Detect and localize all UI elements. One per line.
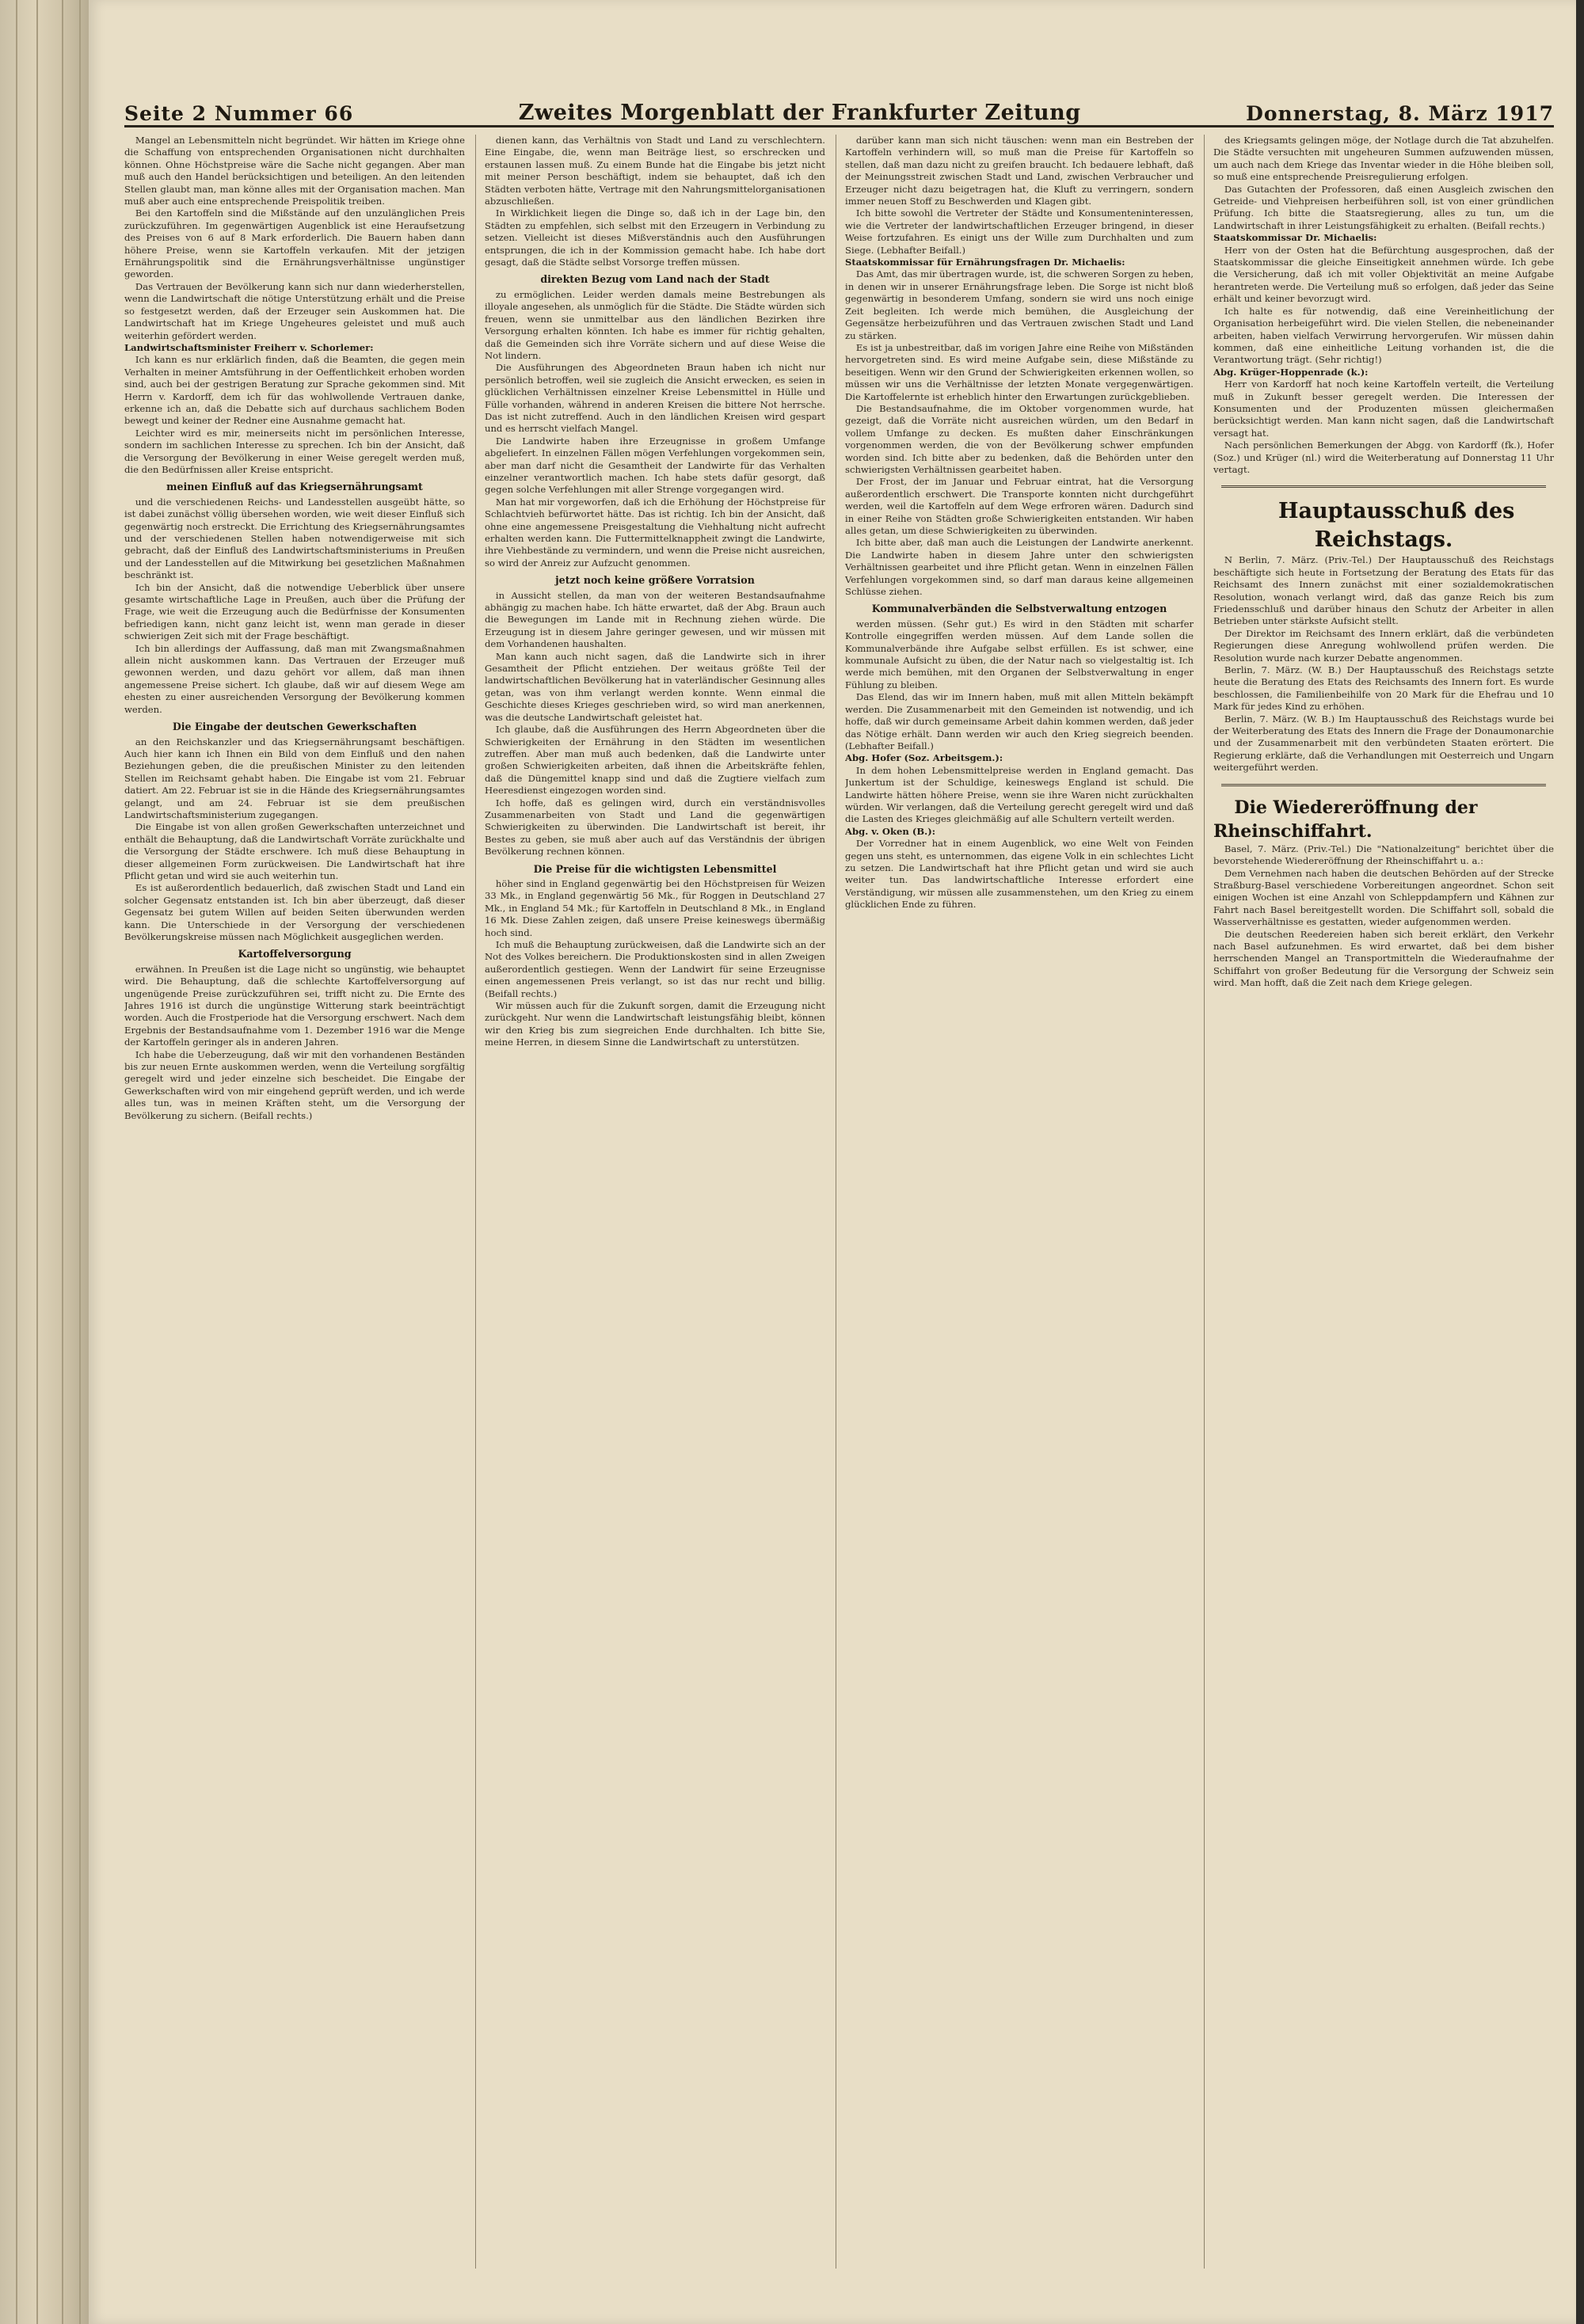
paragraph: Die Ausführungen des Abgeordneten Braun haben ich nicht nur persönlich betroffen, weil sie zugleich die Ansicht erwecken, es seien in glücklichen Verhältnissen einzelner Kreise Lebensmittel in Hülle und Fülle vorhanden, während in anderen Kreisen die bittere Not herrsche. Das ist nicht zutreffend. Auch in den ländlichen Kreisen wird gespart und es herrscht vielfach Mangel. <box>485 362 825 435</box>
page-edge <box>79 0 81 2324</box>
paragraph: in Aussicht stellen, da man von der weiteren Bestandsaufnahme abhängig zu machen habe. Ich hätte erwartet, daß der Abg. Braun auch die Bewegungen im Lande mit in Rechnung ziehen würde. Die Erzeugung ist in diesem Jahre geringer gewesen, und wir müssen mit dem Vorhandenen haushalten. <box>485 589 825 650</box>
paragraph: Ich bin der Ansicht, daß die notwendige Ueberblick über unsere gesamte wirtschaftliche Lage in Preußen, auch über die Prüfung der Frage, wie weit die Erzeugung auch die Bedürfnisse der Konsumenten befriedigen kann, nicht ganz leicht ist, wenn man gerade in dieser schwierigen Zeit sich mit der Frage beschäftigt. <box>124 581 465 642</box>
paragraph: Man hat mir vorgeworfen, daß ich die Erhöhung der Höchstpreise für Schlachtvieh befürwortet hätte. Das ist richtig. Ich bin der Ansicht, daß ohne eine angemessene Preisgestaltung die Viehhaltung nicht aufrecht erhalten werden kann. Die Futtermittelknappheit zwingt die Landwirte, ihre Viehbestände zu vermindern, und wenn die Preise nicht ausreichen, so wird der Anreiz zur Aufzucht genommen. <box>485 496 825 569</box>
paragraph: Ich muß die Behauptung zurückweisen, daß die Landwirte sich an der Not des Volkes bereichern. Die Produktionskosten sind in allen Zweigen außerordentlich gestiegen. Wenn der Landwirt für seine Erzeugnisse einen angemessenen Preis verlangt, so ist das nur recht und billig. (Beifall rechts.) <box>485 939 825 999</box>
speaker-line: Abg. Hofer (Soz. Arbeitsgem.): <box>845 752 1003 764</box>
paragraph: Ich bitte sowohl die Vertreter der Städte und Konsumenteninteressen, wie die Vertreter der landwirtschaftlichen Erzeuger bringend, in dieser Weise fortzufahren. Es einigt uns der Wille zum Durchhalten und zum Siege. (Lebhafter Beifall.) <box>845 207 1194 256</box>
paragraph: In Wirklichkeit liegen die Dinge so, daß ich in der Lage bin, den Städten zu empfehlen, sich selbst mit den Erzeugern in Verbindung zu setzen. Vielleicht ist dieses Mißverständnis auch den Ausführungen entsprungen, die ich in der Kommission gemacht habe. Ich habe dort gesagt, daß die Städte selbst Vorsorge treffen müssen. <box>485 207 825 268</box>
paragraph: Ich hoffe, daß es gelingen wird, durch ein verständnisvolles Zusammenarbeiten von Stadt und Land die gegenwärtigen Schwierigkeiten zu überwinden. Die Landwirtschaft ist bereit, ihr Bestes zu geben, sie muß aber auch auf das Verständnis der übrigen Bevölkerung rechnen können. <box>485 797 825 858</box>
text-column-1 <box>124 135 465 2273</box>
paragraph: Ich bitte aber, daß man auch die Leistungen der Landwirte anerkennt. Die Landwirte haben in diesem Jahre unter den schwierigsten Verhältnissen gearbeitet und ihre Pflicht getan. Wenn in einzelnen Fällen Verfehlungen vorgekommen sind, so darf man daraus keine allgemeinen Schlüsse ziehen. <box>845 537 1194 598</box>
paragraph: Mangel an Lebensmitteln nicht begründet. Wir hätten im Kriege ohne die Schaffung von entsprechenden Organisationen nicht durchhalten können. Ohne Höchstpreise wäre die Sache nicht gegangen. Aber man muß auch den Handel berücksichtigen und beteiligen. An den leitenden Stellen glaubt man, man könne alles mit der Organisation machen. Man muß aber auch eine entsprechende Preispolitik treiben. <box>124 135 465 207</box>
paragraph: In dem hohen Lebensmittelpreise werden in England gemacht. Das Junkertum ist der Schuldige, keineswegs England ist schuld. Die Landwirte hätten höhere Preise, wenn sie ihre Waren nicht zurückhalten würden. Wir verlangen, daß die Verteilung gerecht geregelt wird und daß die Lasten des Krieges gleichmäßig auf alle Schultern verteilt werden. <box>845 764 1194 825</box>
article-headline: Die Wiedereröffnung der Rheinschiffahrt. <box>1213 797 1478 842</box>
paragraph: Bei den Kartoffeln sind die Mißstände auf den unzulänglichen Preis zurückzuführen. Im gegenwärtigen Augenblick ist eine Heraufsetzung des Preises von 6 auf 8 Mark erforderlich. Die Bauern haben dann höhere Preise, wenn sie Kartoffeln verkaufen. Mit der jetzigen Ernährungspolitik sind die Ernährungsverhältnisse ungünstiger geworden. <box>124 207 465 280</box>
scan-border <box>1576 0 1584 2324</box>
paragraph: Herr von der Osten hat die Befürchtung ausgesprochen, daß der Staatskommissar die gleiche Einseitigkeit annehmen würde. Ich gebe die Versicherung, daß ich mit voller Objektivität an meine Aufgabe herantreten werde. Die Verteilung muß so erfolgen, daß jeder das Seine erhält und keiner bevorzugt wird. <box>1213 244 1554 305</box>
paragraph: Die Landwirte haben ihre Erzeugnisse in großem Umfange abgeliefert. In einzelnen Fällen mögen Verfehlungen vorgekommen sein, aber man darf nicht die Gesamtheit der Landwirte für das Verhalten einzelner verantwortlich machen. Ich habe stets dafür gesorgt, daß gegen solche Verfehlungen mit aller Strenge vorgegangen wird. <box>485 435 825 496</box>
paragraph: des Kriegsamts gelingen möge, der Notlage durch die Tat abzuhelfen. Die Städte versuchten mit ungeheuren Summen aufzuwenden müssen, um auch nach dem Kriege das Inventar wieder in die Höhe bleiben soll, so muß eine entsprechende Preisregulierung erfolgen. <box>1213 135 1554 183</box>
paragraph: Ich kann es nur erklärlich finden, daß die Beamten, die gegen mein Verhalten in meiner Amtsführung in der Oeffentlichkeit erhoben worden sind, auch bei der gestrigen Beratung zur Sprache gekommen sind. Mit Herrn v. Kardorff, dem ich für das wohlwollende Vertrauen danke, erkenne ich an, daß die Debatte sich auf durchaus sachlichem Boden bewegt und keiner der Redner eine Ausnahme gemacht hat. <box>124 354 465 427</box>
masthead-title: Zweites Morgenblatt der Frankfurter Zeitung <box>518 101 1081 125</box>
paragraph: Der Frost, der im Januar und Februar eintrat, hat die Versorgung außerordentlich erschwert. Die Transporte konnten nicht durchgeführt werden, weil die Kartoffeln auf dem Wege erfroren wären. Dadurch sind in einer Reihe von Städten große Schwierigkeiten entstanden. Wir haben alles getan, um diese Schwierigkeiten zu überwinden. <box>845 476 1194 536</box>
paragraph: darüber kann man sich nicht täuschen: wenn man ein Bestreben der Kartoffeln verhindern will, so muß man die Preise für Kartoffeln so stellen, daß man dazu nicht zu greifen braucht. Ich bedauere lebhaft, daß der Meinungsstreit zwischen Stadt und Land, zwischen Verbraucher und Erzeuger nicht dazu beigetragen hat, die Kluft zu verringern, sondern immer neuen Stoff zu Beschwerden und Klagen gibt. <box>845 135 1194 207</box>
paragraph: Die Bestandsaufnahme, die im Oktober vorgenommen wurde, hat gezeigt, daß die Vorräte nicht ausreichen würden, um den Bedarf in vollem Umfange zu decken. Es mußten daher Einschränkungen vorgenommen werden, die von der Bevölkerung schwer empfunden worden sind. Ich bitte aber zu bedenken, daß die Behörden unter den schwierigsten Verhältnissen gearbeitet haben. <box>845 402 1194 475</box>
paragraph: Es ist ja unbestreitbar, daß im vorigen Jahre eine Reihe von Mißständen hervorgetreten sind. Es wird meine Aufgabe sein, diese Mißstände zu beseitigen. Wenn wir den Grund der Schwierigkeiten erkennen wollen, so müssen wir uns die Verhältnisse der letzten Monate vergegenwärtigen. Die Kartoffelernte ist erheblich hinter den Erwartungen zurückgeblieben. <box>845 341 1194 402</box>
subheading: jetzt noch keine größere Vorratsion <box>555 574 755 587</box>
paragraph: zu ermöglichen. Leider werden damals meine Bestrebungen als illoyale angesehen, als unmöglich für die Städte. Die Städte würden sich freuen, wenn sie unmittelbar aus den ländlichen Bezirken ihre Versorgung erhalten könnten. Ich habe es immer für richtig gehalten, daß die Gemeinden sich ihre Vorräte sichern und auf diese Weise die Not lindern. <box>485 288 825 361</box>
paragraph: Ich habe die Ueberzeugung, daß wir mit den vorhandenen Beständen bis zur neuen Ernte auskommen werden, wenn die Verteilung sorgfältig geregelt wird und jeder einzelne sich bescheidet. Die Eingabe der Gewerkschaften wird von mir eingehend geprüft werden, und ich werde alles tun, was in meinen Kräften steht, um die Versorgung der Bevölkerung zu sichern. (Beifall rechts.) <box>124 1048 465 1121</box>
paragraph: Ich halte es für notwendig, daß eine Vereinheitlichung der Organisation herbeigeführt wird. Die vielen Stellen, die nebeneinander arbeiten, haben vielfach Verwirrung hervorgerufen. Wir müssen dahin kommen, daß eine einheitliche Leitung vorhanden ist, die die Verantwortung trägt. (Sehr richtig!) <box>1213 305 1554 366</box>
paragraph: Berlin, 7. März. (W. B.) Der Hauptausschuß des Reichstags setzte heute die Beratung des Etats des Reichsamts des Innern fort. Es wurde beschlossen, die Familienbeihilfe von 20 Mark für die Ehefrau und 10 Mark für jedes Kind zu erhöhen. <box>1213 664 1554 713</box>
paragraph: werden müssen. (Sehr gut.) Es wird in den Städten mit scharfer Kontrolle eingegriffen werden müssen. Auf dem Lande sollen die Kommunalverbände ihre Aufgabe selbst erfüllen. Es ist schwer, eine kommunale Aufsicht zu üben, die der Natur nach so vielgestaltig ist. Ich werde mich bemühen, mit den Organen der Selbstverwaltung in enger Fühlung zu bleiben. <box>845 618 1194 690</box>
column-rule <box>1204 135 1205 2269</box>
text-column-2 <box>485 135 825 2273</box>
issue-date: Donnerstag, 8. März 1917 <box>1246 102 1554 125</box>
page-number: Seite 2 Nummer 66 <box>124 102 354 125</box>
section-divider <box>1221 485 1546 488</box>
paragraph: erwähnen. In Preußen ist die Lage nicht so ungünstig, wie behauptet wird. Die Behauptung, daß die schlechte Kartoffelversorgung auf ungenügende Preise zurückzuführen sei, trifft nicht zu. Die Ernte des Jahres 1916 ist durch die ungünstige Witterung stark beeinträchtigt worden. Auch die Frostperiode hat die Versorgung erschwert. Nach dem Ergebnis der Bestandsaufnahme vom 1. Dezember 1916 war die Menge der Kartoffeln geringer als in anderen Jahren. <box>124 963 465 1048</box>
paragraph: Nach persönlichen Bemerkungen der Abgg. von Kardorff (fk.), Hofer (Soz.) und Krüger (nl.) wird die Weiterberatung auf Donnerstag 11 Uhr vertagt. <box>1213 439 1554 475</box>
speaker-line: Landwirtschaftsminister Freiherr v. Schorlemer: <box>124 341 374 353</box>
paragraph: Herr von Kardorff hat noch keine Kartoffeln verteilt, die Verteilung muß in Zukunft besser geregelt werden. Die Interessen der Konsumenten und der Produzenten müssen gleichermaßen berücksichtigt werden. Man kann nicht sagen, daß die Landwirtschaft versagt hat. <box>1213 378 1554 439</box>
paragraph: Es ist außerordentlich bedauerlich, daß zwischen Stadt und Land ein solcher Gegensatz entstanden ist. Ich bin aber überzeugt, daß dieser Gegensatz bei gutem Willen auf beiden Seiten überwunden werden kann. Die Unterschiede in der Versorgung der verschiedenen Bevölkerungskreise müssen nach Möglichkeit ausgeglichen werden. <box>124 882 465 942</box>
paragraph: Das Elend, das wir im Innern haben, muß mit allen Mitteln bekämpft werden. Die Zusammenarbeit mit den Gemeinden ist notwendig, und ich hoffe, daß wir durch gemeinsame Arbeit dahin kommen werden, daß jeder das Nötige erhält. Dann werden wir auch den Krieg siegreich beenden. (Lebhafter Beifall.) <box>845 691 1194 751</box>
speaker-line: Staatskommissar Dr. Michaelis: <box>1213 232 1377 244</box>
paragraph: Das Gutachten der Professoren, daß einen Ausgleich zwischen den Getreide- und Viehpreisen herbeiführen soll, ist von einer gründlichen Prüfung. Ich bitte die Staatsregierung, alles zu tun, um die Landwirtschaft in ihrer Leistungsfähigkeit zu erhalten. (Beifall rechts.) <box>1213 183 1554 231</box>
paragraph: Die Eingabe ist von allen großen Gewerkschaften unterzeichnet und enthält die Behauptung, daß die Landwirtschaft Vorräte zurückhalte und die Versorgung der Städte erschwere. Ich muß diese Behauptung in dieser allgemeinen Form zurückweisen. Die Landwirtschaft hat ihre Pflicht getan und wird sie auch weiterhin tun. <box>124 821 465 881</box>
paragraph: N Berlin, 7. März. (Priv.-Tel.) Der Hauptausschuß des Reichstags beschäftigte sich heute in Fortsetzung der Beratung des Etats für das Reichsamt des Innern zunächst mit einer sozialdemokratischen Resolution, wonach verlangt wird, daß das ganze Reich bis zum Friedensschluß und darüber hinaus den Schutz der Arbeiter in allen Betrieben unter stärkste Aufsicht stellt. <box>1213 554 1554 627</box>
speaker-line: Abg. v. Oken (B.): <box>845 825 935 837</box>
paragraph: Man kann auch nicht sagen, daß die Landwirte sich in ihrer Gesamtheit der Pflicht entziehen. Der weitaus größte Teil der landwirtschaftlichen Bevölkerung hat in vaterländischer Gesinnung alles getan, was von ihm verlangt werden konnte. Wenn einmal die Geschichte dieses Krieges geschrieben wird, so wird man anerkennen, was die deutsche Landwirtschaft geleistet hat. <box>485 650 825 723</box>
subheading: Die Preise für die wichtigsten Lebensmittel <box>533 862 777 875</box>
speaker-line: Abg. Krüger-Hoppenrade (k.): <box>1213 366 1369 378</box>
paragraph: Die deutschen Reedereien haben sich bereit erklärt, den Verkehr nach Basel aufzunehmen. Es wird erwartet, daß bei dem bisher herrschenden Mangel an Transportmitteln die Wiederaufnahme der Schiffahrt von großer Bedeutung für die Versorgung der Schweiz sein wird. Man hofft, daß die Zeit nach dem Kriege gelegen. <box>1213 928 1554 989</box>
newspaper-page <box>89 0 1576 2324</box>
subheading: Kommunalverbänden die Selbstverwaltung entzogen <box>871 603 1167 615</box>
paragraph: Dem Vernehmen nach haben die deutschen Behörden auf der Strecke Straßburg-Basel verschiedene Vorbereitungen angeordnet. Schon seit einigen Wochen ist eine Anzahl von Schleppdampfern und Kähnen zur Fahrt nach Basel bereitgestellt worden. Die Schiffahrt soll, sobald die Wasserverhältnisse es gestatten, wieder aufgenommen werden. <box>1213 867 1554 928</box>
subheading: Die Eingabe der deutschen Gewerkschaften <box>172 721 417 733</box>
column-rule <box>475 135 476 2269</box>
subheading: meinen Einfluß auf das Kriegsernährungsamt <box>166 481 423 493</box>
text-column-3 <box>845 135 1194 2273</box>
paragraph: Ich glaube, daß die Ausführungen des Herrn Abgeordneten über die Schwierigkeiten der Ernährung in den Städten im wesentlichen zutreffen. Aber man muß auch bedenken, daß die Landwirte unter großen Schwierigkeiten arbeiten, daß ihnen die Arbeitskräfte fehlen, daß die Düngemittel knapp sind und daß die Zugtiere vielfach zum Heeresdienst eingezogen worden sind. <box>485 724 825 797</box>
paragraph: Der Vorredner hat in einem Augenblick, wo eine Welt von Feinden gegen uns steht, es unternommen, das eigene Volk in ein schlechtes Licht zu setzen. Die Landwirtschaft hat ihre Pflicht getan und wird sie auch weiter tun. Das landwirtschaftliche Interesse erfordert eine Verständigung, wir müssen alle zusammenstehen, um den Krieg zu einem glücklichen Ende zu führen. <box>845 838 1194 911</box>
page-edge <box>36 0 38 2324</box>
subheading: Kartoffelversorgung <box>238 948 352 960</box>
paragraph: Basel, 7. März. (Priv.-Tel.) Die "Nationalzeitung" berichtet über die bevorstehende Wiedereröffnung der Rheinschiffahrt u. a.: <box>1213 842 1554 867</box>
paragraph: Das Amt, das mir übertragen wurde, ist, die schweren Sorgen zu heben, in denen wir in unserer Ernährungsfrage leben. Die Sorge ist nicht bloß gegenwärtig in besonderem Umfang, sondern sie wird uns noch einige Zeit begleiten. Ich werde mich bemühen, die Ausgleichung der Gegensätze herbeizuführen und das Vertrauen zwischen Stadt und Land zu stärken. <box>845 268 1194 341</box>
paragraph: dienen kann, das Verhältnis von Stadt und Land zu verschlechtern. Eine Eingabe, die, wenn man Beiträge liest, so erschrecken und erstaunen lassen muß. Zu einem Bunde hat die Eingabe bis jetzt nicht mit meiner Person beschäftigt, indem sie behauptet, daß ich den Städten verboten hätte, Vertrage mit den Nahrungsmittelorganisationen abzuschließen. <box>485 135 825 207</box>
paragraph: an den Reichskanzler und das Kriegsernährungsamt beschäftigen. Auch hier kann ich Ihnen ein Bild von dem Einfluß und den nahen Beziehungen geben, die die preußischen Minister zu den leitenden Stellen im Reichsamt gehabt haben. Die Eingabe ist vom 21. Februar datiert. Am 22. Februar ist sie in die Hände des Kriegsernährungsamtes gelangt, und am 24. Februar ist sie dem preußischen Landwirtschaftsministerium zugegangen. <box>124 736 465 820</box>
paragraph: und die verschiedenen Reichs- und Landesstellen ausgeübt hätte, so ist dabei zunächst völlig übersehen worden, wie weit dieser Einfluß sich gegenwärtig noch erstreckt. Die Errichtung des Kriegsernährungsamtes und der verschiedenen Stellen haben notwendigerweise mit sich gebracht, daß der Einfluß des Landwirtschaftsministeriums in Preußen und der Landesstellen auf die Mitwirkung bei gesetzlichen Maßnahmen beschränkt ist. <box>124 496 465 581</box>
paragraph: höher sind in England gegenwärtig bei den Höchstpreisen für Weizen 33 Mk., in England gegenwärtig 56 Mk., für Roggen in Deutschland 27 Mk., in England 54 Mk.; für Kartoffeln in Deutschland 8 Mk., in England 16 Mk. Diese Zahlen zeigen, daß unsere Preise keineswegs übermäßig hoch sind. <box>485 877 825 938</box>
text-column-4 <box>1213 135 1554 2273</box>
paragraph: Leichter wird es mir, meinerseits nicht im persönlichen Interesse, sondern im sachlichen Interesse zu sprechen. Ich bin der Ansicht, daß die Versorgung der Bevölkerung in einer Weise geregelt werden muß, die den Bedürfnissen aller Kreise entspricht. <box>124 427 465 475</box>
book-binding <box>0 0 89 2324</box>
paragraph: Berlin, 7. März. (W. B.) Im Hauptausschuß des Reichstags wurde bei der Weiterberatung des Etats des Innern die Frage der Donaumonarchie und der Zusammenarbeit mit den verbündeten Staaten erörtert. Die Regierung erklärte, daß die Verhandlungen mit Oesterreich und Ungarn weitergeführt werden. <box>1213 713 1554 774</box>
paragraph: Der Direktor im Reichsamt des Innern erklärt, daß die verbündeten Regierungen diese Anregung wohlwollend prüfen werden. Die Resolution wurde nach kurzer Debatte angenommen. <box>1213 627 1554 664</box>
paragraph: Ich bin allerdings der Auffassung, daß man mit Zwangsmaßnahmen allein nicht auskommen kann. Das Vertrauen der Erzeuger muß gewonnen werden, und dazu gehört vor allem, daß man ihnen angemessene Preise sichert. Ich glaube, daß wir auf diesem Wege am ehesten zu einer ausreichenden Versorgung der Bevölkerung kommen werden. <box>124 642 465 715</box>
paragraph: Das Vertrauen der Bevölkerung kann sich nur dann wiederherstellen, wenn die Landwirtschaft die nötige Unterstützung erhält und die Preise so festgesetzt werden, daß der Erzeuger sein Auskommen hat. Die Landwirtschaft hat im Kriege Ungeheures geleistet und muß auch weiterhin gefördert werden. <box>124 280 465 341</box>
page-header <box>124 95 1554 127</box>
section-divider <box>1221 784 1546 786</box>
subheading: direkten Bezug vom Land nach der Stadt <box>540 273 770 286</box>
article-headline: Hauptausschuß des Reichstags. <box>1278 499 1515 553</box>
page-edge <box>62 0 63 2324</box>
paragraph: Wir müssen auch für die Zukunft sorgen, damit die Erzeugung nicht zurückgeht. Nur wenn die Landwirtschaft leistungsfähig bleibt, können wir den Krieg bis zum siegreichen Ende durchhalten. Ich bitte Sie, meine Herren, in diesem Sinne die Landwirtschaft zu unterstützen. <box>485 1000 825 1048</box>
page-edge <box>16 0 17 2324</box>
speaker-line: Staatskommissar für Ernährungsfragen Dr. Michaelis: <box>845 257 1125 268</box>
